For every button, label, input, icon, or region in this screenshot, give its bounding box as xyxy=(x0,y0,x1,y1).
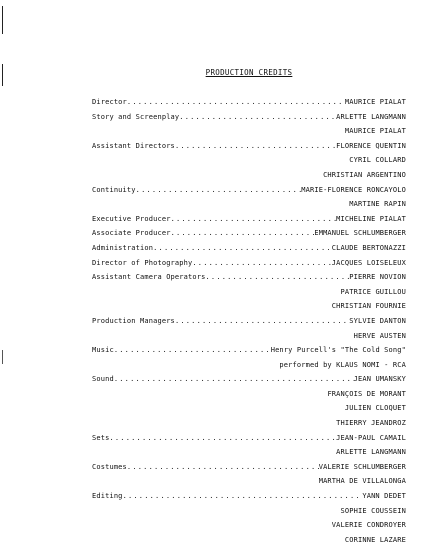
credit-row-continued xyxy=(92,285,406,300)
credit-row xyxy=(92,226,406,241)
credit-name: HERVE AUSTEN xyxy=(353,331,406,340)
dot-leader xyxy=(114,372,354,387)
credit-row-continued xyxy=(92,168,406,183)
credit-row xyxy=(92,183,406,198)
credit-name: FLORENCE QUENTIN xyxy=(336,141,406,150)
credit-name: JACQUES LOISELEUX xyxy=(331,258,406,267)
credit-row-continued xyxy=(92,197,406,212)
credit-name: CORINNE LAZARE xyxy=(344,535,406,544)
dot-leader xyxy=(179,110,336,125)
credit-name: SYLVIE DANTON xyxy=(349,316,406,325)
credit-name: MARIE-FLORENCE RONCAYOLO xyxy=(301,185,406,194)
credit-name: VALERIE SCHLUMBERGER xyxy=(318,462,406,471)
credit-row xyxy=(92,460,406,475)
credit-role: Story and Screenplay xyxy=(92,112,180,121)
credit-role: Editing xyxy=(92,492,123,501)
credit-row-continued xyxy=(92,329,406,344)
credit-role: Associate Producer xyxy=(92,229,171,238)
credit-name: JEAN-PAUL CAMAIL xyxy=(336,433,406,442)
credit-row-continued xyxy=(92,153,406,168)
credit-row-continued xyxy=(92,387,406,402)
credit-row xyxy=(92,139,406,154)
page-edge-mark xyxy=(2,350,3,364)
credit-row xyxy=(92,431,406,446)
credit-row xyxy=(92,343,406,358)
credit-name: PIERRE NOVION xyxy=(349,273,406,282)
credit-row-continued xyxy=(92,416,406,431)
credit-name: JEAN UMANSKY xyxy=(353,375,406,384)
credit-name: MICHELINE PIALAT xyxy=(336,214,406,223)
dot-leader xyxy=(109,431,336,446)
credit-row xyxy=(92,256,406,271)
dot-leader xyxy=(123,489,363,504)
credit-name: PATRICE GUILLOU xyxy=(340,287,406,296)
dot-leader xyxy=(136,183,302,198)
credit-name: ARLETTE LANGMANN xyxy=(336,448,406,457)
credit-name: JULIEN CLOQUET xyxy=(344,404,406,413)
dot-leader xyxy=(114,343,271,358)
credit-role: Music xyxy=(92,346,114,355)
credit-row xyxy=(92,95,406,110)
dot-leader xyxy=(127,460,319,475)
page-title xyxy=(0,68,424,77)
credit-role: Executive Producer xyxy=(92,214,171,223)
credit-row xyxy=(92,241,406,256)
credit-name: CLAUDE BERTONAZZI xyxy=(331,243,406,252)
credit-row-continued xyxy=(92,518,406,533)
credit-row xyxy=(92,270,406,285)
credit-name: FRANÇOIS DE MORANT xyxy=(327,389,406,398)
credit-row-continued xyxy=(92,533,406,548)
credits-list xyxy=(92,95,406,547)
credit-row-continued xyxy=(92,358,406,373)
credit-row xyxy=(92,489,406,504)
credit-name: Henry Purcell's "The Cold Song" xyxy=(270,346,406,355)
credit-row-continued xyxy=(92,445,406,460)
credit-name: MARTINE RAPIN xyxy=(349,200,406,209)
credit-row-continued xyxy=(92,124,406,139)
credit-name: MAURICE PIALAT xyxy=(344,98,406,106)
credit-name: VALERIE CONDROYER xyxy=(331,521,406,530)
credit-role: Sets xyxy=(92,433,110,442)
credit-role: Continuity xyxy=(92,185,136,194)
credit-name: EMMANUEL SCHLUMBERGER xyxy=(314,229,406,238)
credit-name: THIERRY JEANDROZ xyxy=(336,419,406,428)
credit-role: Assistant Camera Operators xyxy=(92,273,206,282)
dot-leader xyxy=(153,241,332,256)
credit-name: CYRIL COLLARD xyxy=(349,156,406,165)
credit-role: Sound xyxy=(92,375,114,384)
credit-name: SOPHIE COUSSEIN xyxy=(340,506,406,515)
page-edge-mark xyxy=(2,6,3,34)
credit-role: Production Managers xyxy=(92,316,175,325)
credit-role: Director of Photography xyxy=(92,258,193,267)
credit-name: performed by KLAUS NOMI - RCA xyxy=(279,360,406,369)
credit-row xyxy=(92,372,406,387)
credit-role: Assistant Directors xyxy=(92,141,175,150)
credit-name: CHRISTIAN FOURNIE xyxy=(331,302,406,311)
dot-leader xyxy=(171,212,337,227)
credit-name: MAURICE PIALAT xyxy=(344,127,406,136)
credit-row xyxy=(92,110,406,125)
credit-name: YANN DEDET xyxy=(362,492,406,501)
dot-leader xyxy=(175,139,336,154)
credit-name: MARTHA DE VILLALONGA xyxy=(318,477,406,486)
dot-leader xyxy=(171,226,315,241)
dot-leader xyxy=(192,256,331,271)
dot-leader xyxy=(205,270,349,285)
credit-role: Costumes xyxy=(92,462,127,471)
credit-row xyxy=(92,314,406,329)
credit-row xyxy=(92,212,406,227)
credit-role: Director xyxy=(92,98,127,106)
credit-role: Administration xyxy=(92,243,154,252)
credit-row-continued xyxy=(92,299,406,314)
page-title-text: PRODUCTION CREDITS xyxy=(205,68,293,77)
dot-leader xyxy=(127,95,345,110)
credit-row-continued xyxy=(92,401,406,416)
credit-name: ARLETTE LANGMANN xyxy=(336,112,406,121)
credit-row-continued xyxy=(92,504,406,519)
credit-row-continued xyxy=(92,474,406,489)
credit-name: CHRISTIAN ARGENTINO xyxy=(323,170,406,179)
dot-leader xyxy=(175,314,349,329)
